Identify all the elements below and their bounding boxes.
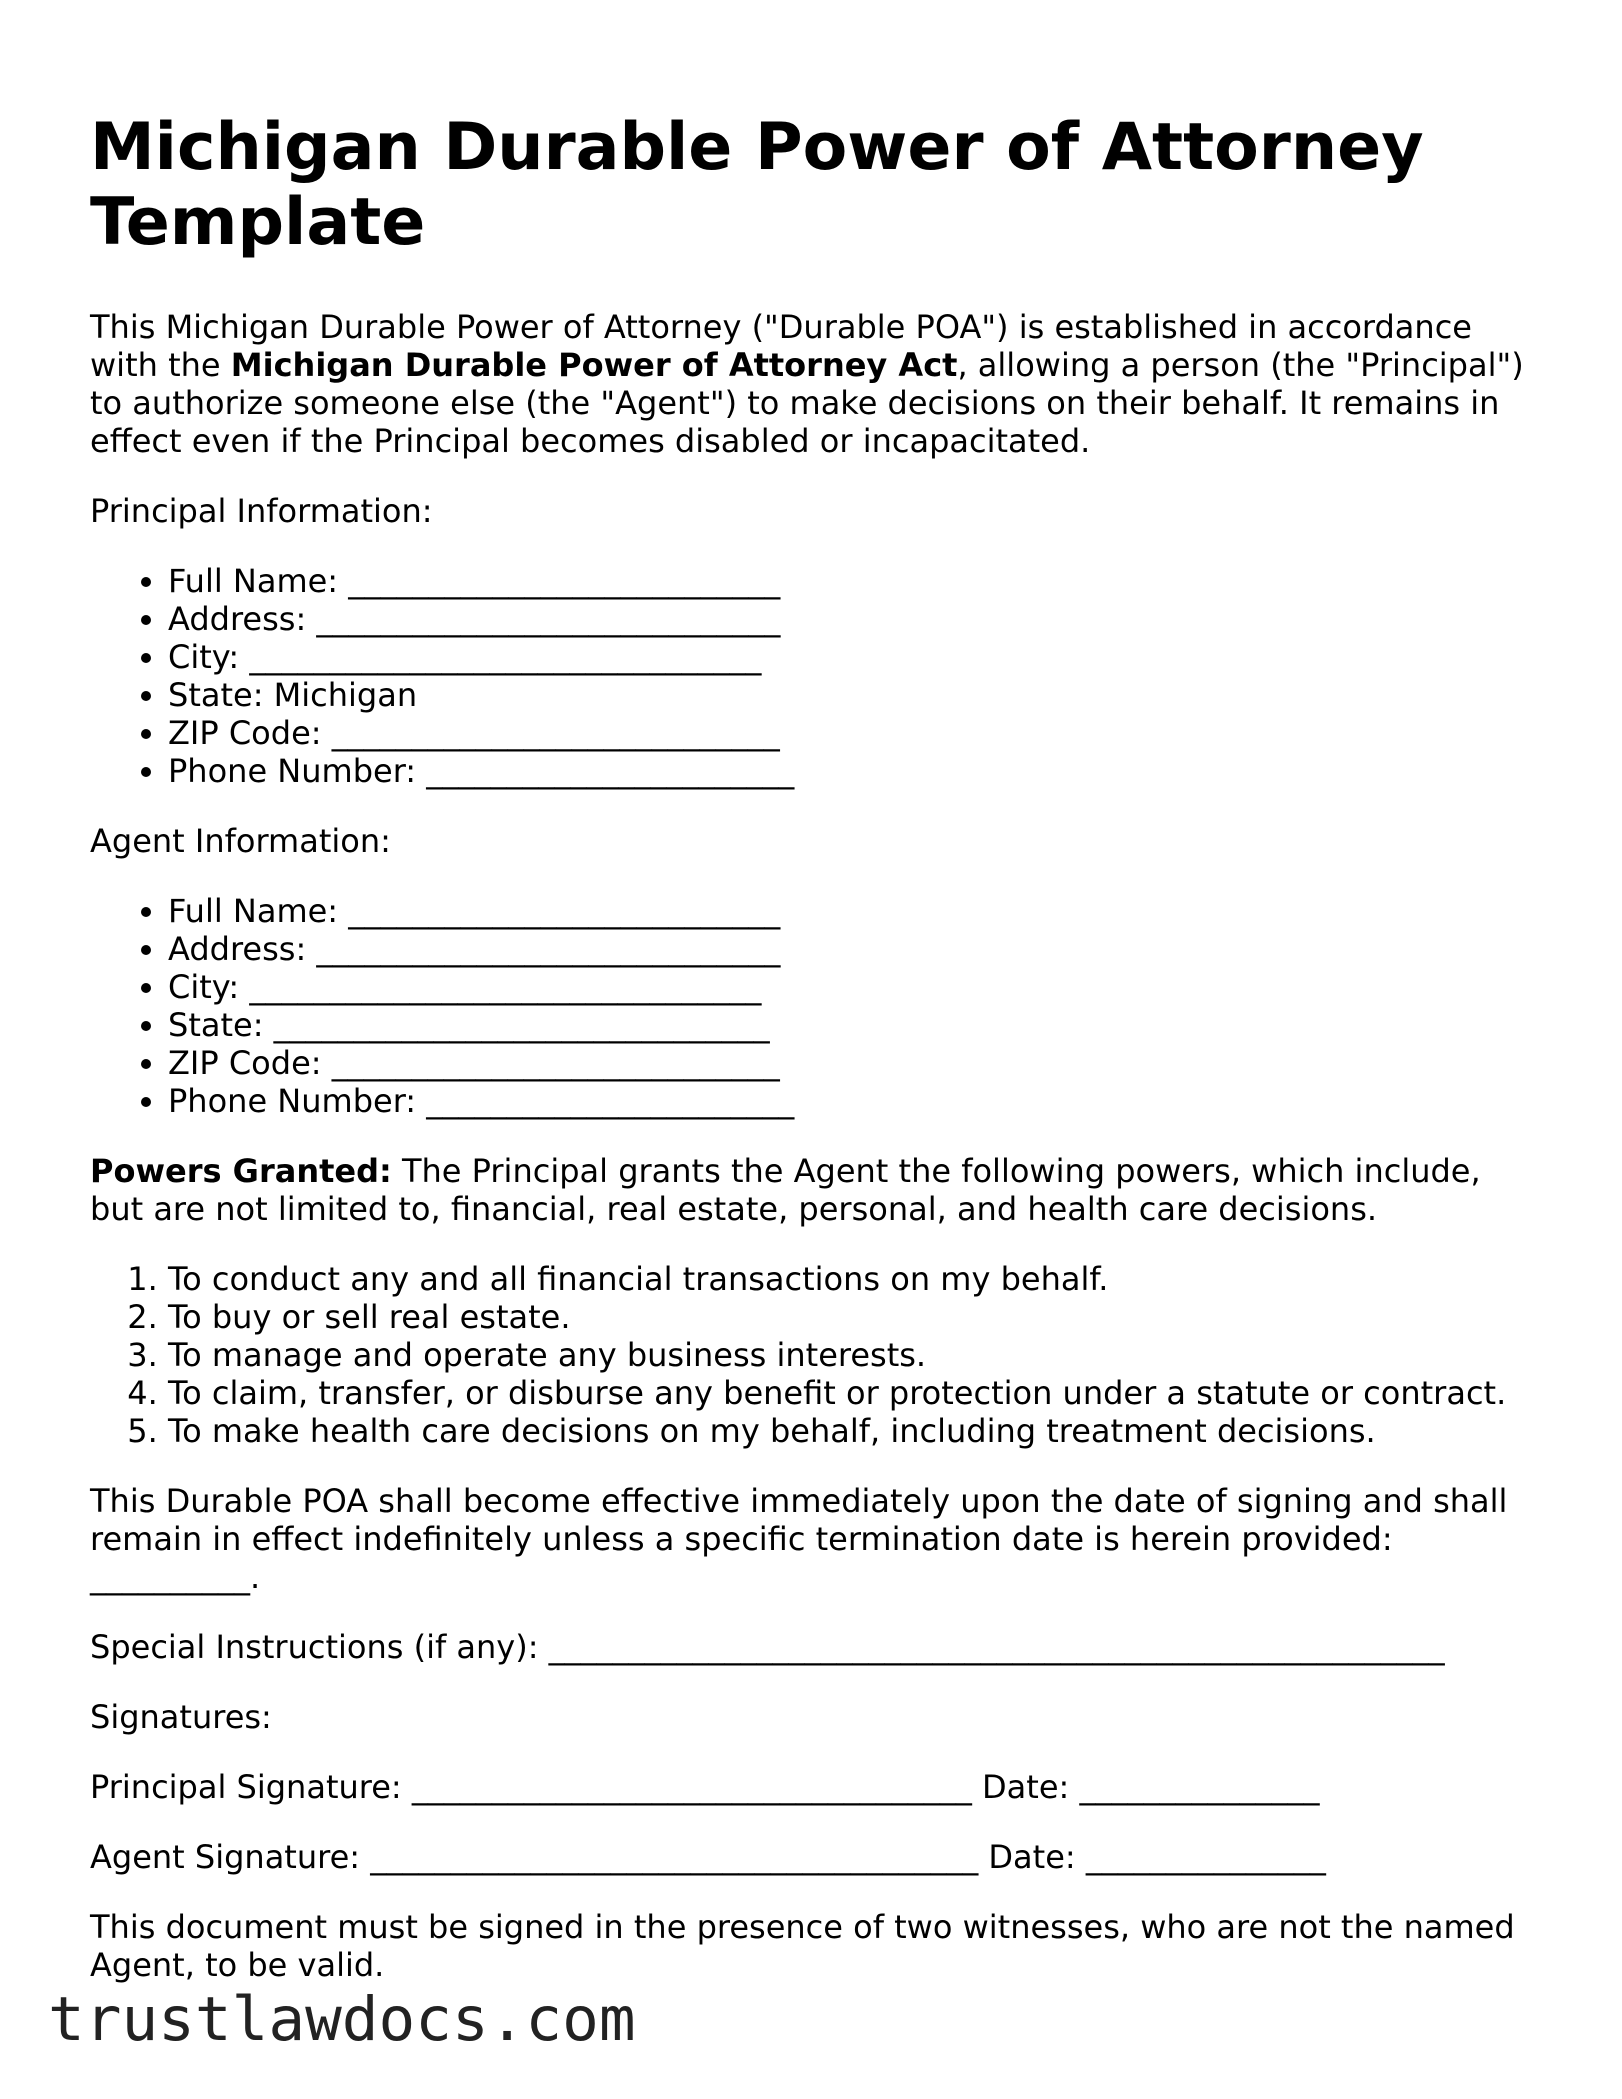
effective-paragraph: This Durable POA shall become effective immediately upon the date of signing and shall remain in effect indefinitely unless a specific termination date is herein provided: __________. bbox=[90, 1482, 1508, 1596]
agent-info-list bbox=[90, 892, 1540, 1120]
agent-full-name: • Full Name: ___________________________ bbox=[168, 892, 1540, 930]
powers-paragraph bbox=[90, 1152, 1540, 1228]
agent-state: • State: _______________________________ bbox=[168, 1006, 1540, 1044]
agent-address: • Address: _____________________________ bbox=[168, 930, 1540, 968]
principal-address: • Address: _____________________________ bbox=[168, 600, 1540, 638]
intro-text-end: , allowing a person (the "Principal") to authorize someone else (the "Agent") to make decisions on their behalf. It remains in effect even if the Principal becomes disabled or incapacitated. bbox=[90, 346, 1524, 460]
principal-heading: Principal Information: bbox=[90, 492, 433, 530]
powers-list bbox=[90, 1260, 1540, 1450]
principal-state: • State: Michigan bbox=[168, 676, 1540, 714]
principal-phone: • Phone Number: _______________________ bbox=[168, 752, 1540, 790]
special-instructions: Special Instructions (if any): ________________________________________________________ bbox=[90, 1628, 1445, 1666]
intro-text-start: This Michigan Durable Power of Attorney ("Durable POA") is established in accordance with the bbox=[90, 308, 1472, 384]
agent-signature-line: Agent Signature: ______________________________________ Date: _______________ bbox=[90, 1838, 1326, 1876]
agent-zip: • ZIP Code: ____________________________ bbox=[168, 1044, 1540, 1082]
powers-label: Powers Granted: bbox=[90, 1152, 392, 1190]
signatures-heading: Signatures: bbox=[90, 1698, 272, 1736]
power-item-real-estate: 2. To buy or sell real estate. bbox=[168, 1298, 1540, 1336]
principal-city: • City: ________________________________ bbox=[168, 638, 1540, 676]
principal-signature-line: Principal Signature: ___________________________________ Date: _______________ bbox=[90, 1768, 1320, 1806]
intro-paragraph bbox=[90, 308, 1540, 460]
document-title: Michigan Durable Power of Attorney Template bbox=[90, 110, 1424, 260]
power-item-health-care: 5. To make health care decisions on my behalf, including treatment decisions. bbox=[168, 1412, 1540, 1450]
act-name: Michigan Durable Power of Attorney Act bbox=[230, 346, 958, 384]
powers-text: The Principal grants the Agent the following powers, which include, but are not limited to, financial, real estate, personal, and health care decisions. bbox=[90, 1152, 1481, 1228]
power-item-business: 3. To manage and operate any business interests. bbox=[168, 1336, 1540, 1374]
principal-info-list bbox=[90, 562, 1540, 790]
witness-notice: This document must be signed in the presence of two witnesses, who are not the named Agent, to be valid. bbox=[90, 1908, 1515, 1984]
principal-zip: • ZIP Code: ____________________________ bbox=[168, 714, 1540, 752]
site-watermark: trustlawdocs.com bbox=[48, 1984, 636, 2055]
agent-phone: • Phone Number: _______________________ bbox=[168, 1082, 1540, 1120]
power-item-financial: 1. To conduct any and all financial transactions on my behalf. bbox=[168, 1260, 1540, 1298]
power-item-benefits: 4. To claim, transfer, or disburse any benefit or protection under a statute or contract. bbox=[168, 1374, 1540, 1412]
agent-heading: Agent Information: bbox=[90, 822, 391, 860]
document bbox=[90, 110, 1540, 2016]
agent-city: • City: ________________________________ bbox=[168, 968, 1540, 1006]
principal-full-name: • Full Name: ___________________________ bbox=[168, 562, 1540, 600]
